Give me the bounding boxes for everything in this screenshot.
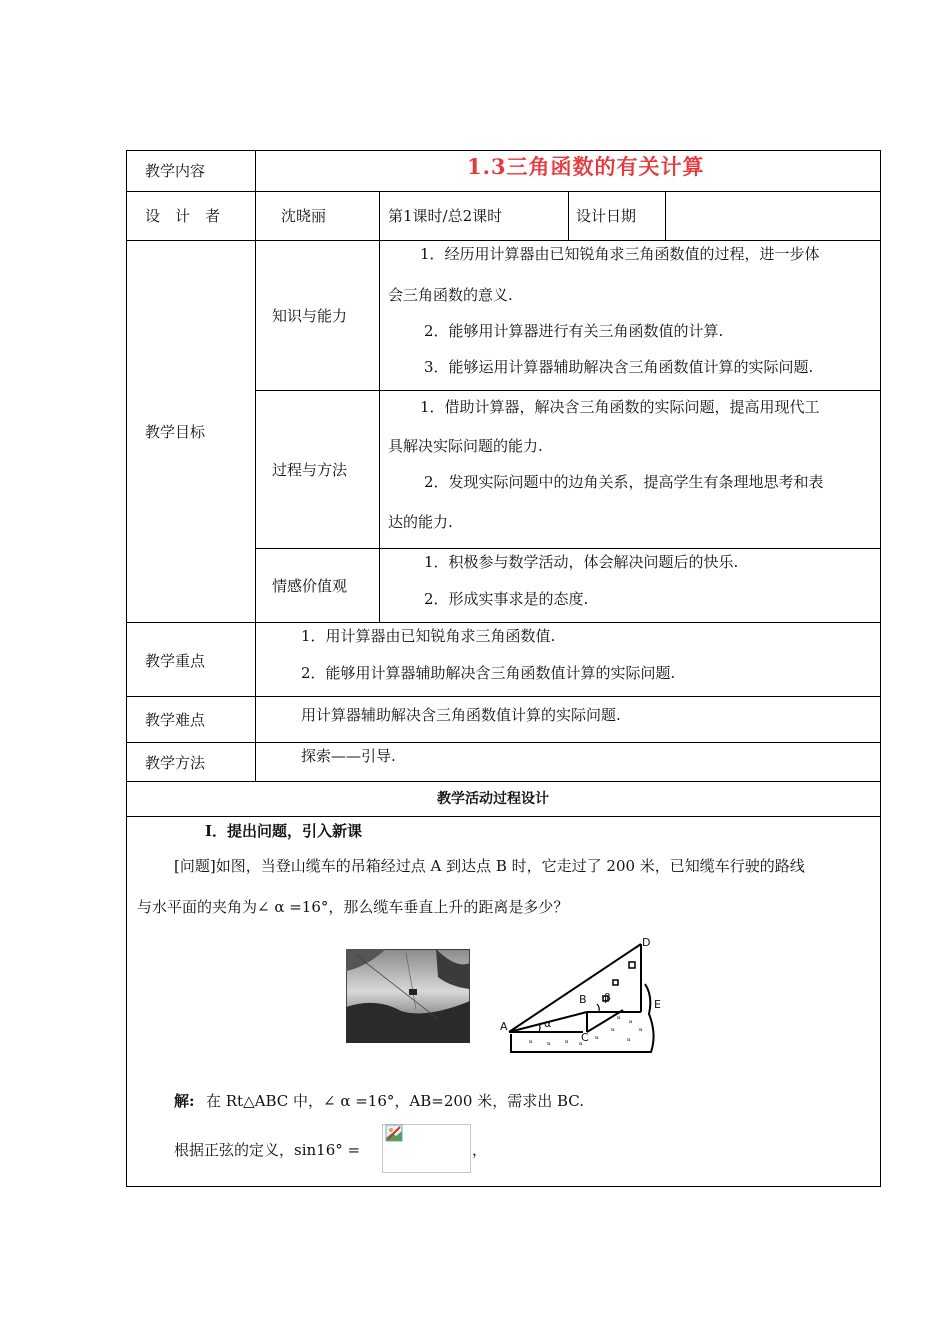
cable-car-photo	[346, 949, 470, 1043]
knowledge-line: 1．经历用计算器由已知锐角求三角函数值的过程，进一步体	[420, 245, 820, 263]
process-label: 过程与方法	[272, 461, 348, 479]
svg-text:ⁿ: ⁿ	[629, 1019, 633, 1029]
knowledge-line: 2．能够用计算器进行有关三角函数值的计算.	[424, 322, 724, 340]
knowledge-line: 会三角函数的意义.	[388, 286, 513, 304]
lesson-title: 1.3三角函数的有关计算	[467, 154, 705, 179]
key-point-line: 1．用计算器由已知锐角求三角函数值.	[301, 627, 556, 645]
diagram-label-d: D	[642, 936, 651, 949]
key-points-label: 教学重点	[145, 652, 206, 670]
question-line: 与水平面的夹角为∠ α =16°，那么缆车垂直上升的距离是多少？	[137, 898, 569, 916]
diagram-label-e: E	[654, 998, 661, 1011]
difficulty-label: 教学难点	[145, 711, 206, 729]
emotion-label: 情感价值观	[272, 577, 348, 595]
solution-text: 在 Rt△ABC 中，∠ α =16°，AB=200 米，需求出 BC.	[206, 1092, 584, 1110]
svg-text:ⁿ: ⁿ	[529, 1039, 533, 1049]
diagram-label-a: A	[500, 1020, 508, 1033]
svg-text:ⁿ: ⁿ	[617, 1015, 621, 1025]
diagram-label-c: C	[581, 1031, 589, 1044]
row-divider	[126, 240, 881, 241]
date-label: 设计日期	[576, 207, 637, 225]
diagram-label-beta: β	[604, 991, 612, 1004]
svg-text:ⁿ: ⁿ	[595, 1035, 599, 1045]
method-text: 探索——引导.	[301, 747, 396, 765]
table-border-left	[126, 150, 127, 1187]
row-divider	[126, 742, 881, 743]
designer-name: 沈晓丽	[281, 207, 327, 225]
column-divider	[665, 191, 666, 240]
difficulty-text: 用计算器辅助解决含三角函数值计算的实际问题.	[301, 706, 621, 724]
designer-label: 设 计 者	[145, 207, 221, 225]
right-angle-mark	[629, 962, 635, 968]
process-line: 具解决实际问题的能力.	[388, 437, 543, 455]
row-divider	[126, 816, 881, 817]
svg-text:ⁿ: ⁿ	[579, 1041, 583, 1051]
svg-text:ⁿ: ⁿ	[611, 1027, 615, 1037]
table-border-right	[880, 150, 881, 1187]
process-line: 达的能力.	[388, 513, 453, 531]
diagram-label-alpha: α	[544, 1017, 552, 1030]
beta-arc	[597, 1004, 599, 1012]
cable-line	[509, 944, 641, 1032]
row-divider	[126, 191, 881, 192]
emotion-line: 2．形成实事求是的态度.	[424, 590, 589, 608]
knowledge-label: 知识与能力	[272, 307, 348, 325]
process-line: 2．发现实际问题中的边角关系，提高学生有条理地思考和表	[424, 473, 824, 491]
right-angle-mark	[613, 980, 618, 985]
svg-text:ⁿ: ⁿ	[547, 1041, 551, 1051]
row-divider	[126, 781, 881, 782]
alpha-arc	[539, 1024, 540, 1032]
row-divider	[255, 390, 881, 391]
column-divider	[255, 150, 256, 781]
content-label: 教学内容	[145, 162, 206, 180]
period-info: 第1课时/总2课时	[388, 207, 503, 225]
formula-image-placeholder	[382, 1124, 471, 1173]
sine-suffix: ，	[472, 1141, 488, 1159]
table-border-top	[126, 150, 881, 151]
process-line: 1．借助计算器，解决含三角函数的实际问题，提高用现代工	[420, 398, 820, 416]
table-border-bottom	[126, 1186, 881, 1187]
svg-text:ⁿ: ⁿ	[565, 1039, 569, 1049]
activity-title: 教学活动过程设计	[437, 791, 549, 807]
row-divider	[255, 548, 881, 549]
knowledge-line: 3．能够运用计算器辅助解决含三角函数值计算的实际问题.	[424, 358, 814, 376]
section-heading: Ⅰ．提出问题，引入新课	[205, 822, 363, 840]
svg-text:ⁿ: ⁿ	[627, 1037, 631, 1047]
column-divider	[379, 191, 380, 622]
broken-image-icon	[385, 1124, 403, 1142]
solution-prefix: 解:	[174, 1092, 195, 1110]
column-divider	[568, 191, 569, 240]
diagram-label-b: B	[579, 993, 587, 1006]
question-line: [问题]如图，当登山缆车的吊箱经过点 A 到达点 B 时，它走过了 200 米，已知缆车行驶的路线	[174, 857, 805, 875]
emotion-line: 1．积极参与数学活动，体会解决问题后的快乐.	[424, 553, 739, 571]
svg-text:ⁿ: ⁿ	[639, 1027, 643, 1037]
method-label: 教学方法	[145, 754, 206, 772]
objectives-label: 教学目标	[145, 423, 206, 441]
sine-definition: 根据正弦的定义，sin16° =	[174, 1141, 361, 1159]
row-divider	[126, 696, 881, 697]
key-point-line: 2．能够用计算器辅助解决含三角函数值计算的实际问题.	[301, 664, 676, 682]
row-divider	[126, 622, 881, 623]
